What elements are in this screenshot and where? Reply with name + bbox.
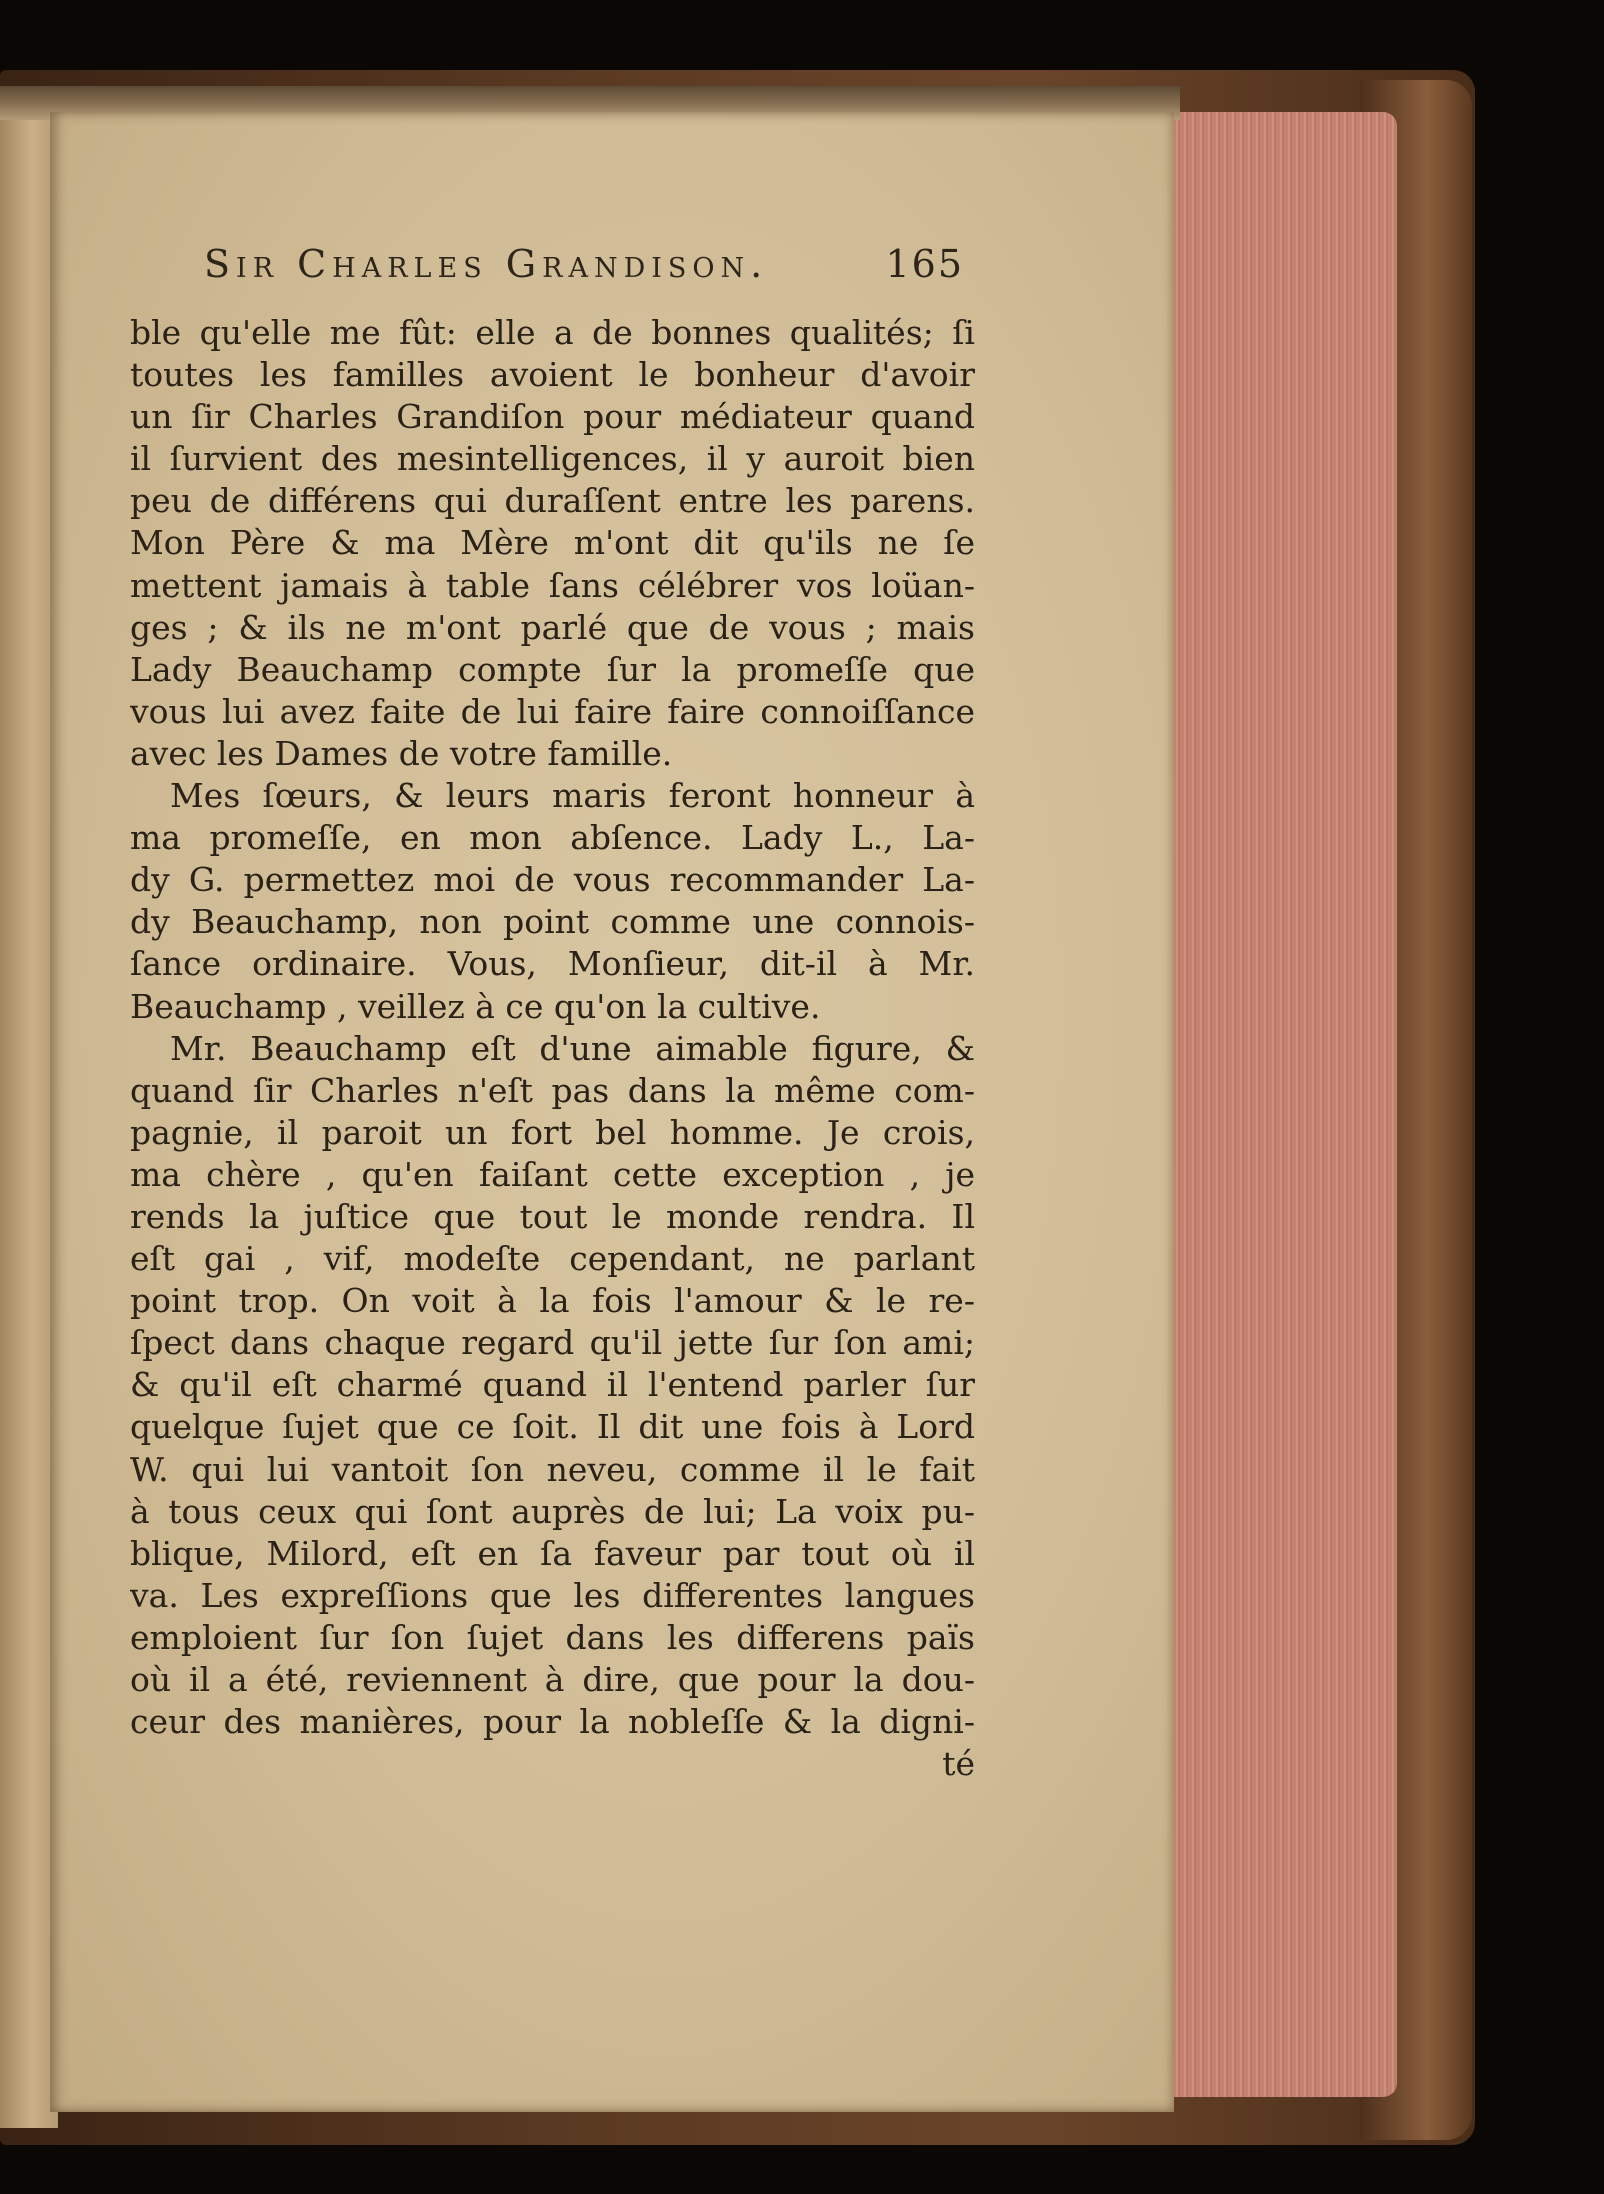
text-line: ma promeſſe, en mon abſence. Lady L., La- bbox=[130, 818, 975, 858]
text-line: & qu'il eſt charmé quand il l'entend parler ſur bbox=[130, 1365, 975, 1405]
text-line: ble qu'elle me fût: elle a de bonnes qualités; ſi bbox=[130, 313, 975, 352]
text-line: il ſurvient des mesintelligences, il y auroit bien bbox=[130, 439, 975, 479]
paragraph-start-line: Mes ſœurs, & leurs maris feront honneur à bbox=[170, 776, 975, 816]
text-line: quand ſir Charles n'eſt pas dans la même com- bbox=[130, 1070, 975, 1110]
text-line: dy G. permettez moi de vous recommander La- bbox=[130, 860, 975, 900]
paragraph-end-line: avec les Dames de votre famille. bbox=[130, 733, 673, 773]
text-line: eſt gai , vif, modeſte cependant, ne parlant bbox=[130, 1239, 975, 1279]
text-line: W. qui lui vantoit ſon neveu, comme il le fait bbox=[130, 1449, 975, 1489]
text-line: Mon Père & ma Mère m'ont dit qu'ils ne ſe bbox=[130, 523, 975, 563]
text-line: ſpect dans chaque regard qu'il jette ſur ſon ami; bbox=[130, 1323, 975, 1363]
text-line: à tous ceux qui ſont auprès de lui; La voix pu- bbox=[130, 1491, 975, 1531]
page-number: 165 bbox=[885, 242, 964, 286]
text-line: emploient ſur ſon ſujet dans les differens païs bbox=[130, 1617, 975, 1657]
text-line: un ſir Charles Grandiſon pour médiateur quand bbox=[130, 397, 975, 437]
text-line: toutes les familles avoient le bonheur d'avoir bbox=[130, 355, 975, 395]
text-line: pagnie, il paroit un fort bel homme. Je crois, bbox=[130, 1112, 975, 1152]
text-line: où il a été, reviennent à dire, que pour la dou- bbox=[130, 1660, 975, 1699]
catchword: té bbox=[942, 1744, 975, 1784]
text-line: rends la juſtice que tout le monde rendra. Il bbox=[130, 1196, 975, 1236]
text-line: quelque ſujet que ce ſoit. Il dit une fois à Lord bbox=[130, 1407, 975, 1447]
paragraph-start-line: Mr. Beauchamp eſt d'une aimable figure, & bbox=[170, 1028, 975, 1068]
running-head: Sir Charles Grandison. bbox=[204, 242, 769, 286]
text-line: blique, Milord, eſt en ſa faveur par tout où il bbox=[130, 1533, 975, 1573]
text-line: ſance ordinaire. Vous, Monſieur, dit-il à Mr. bbox=[130, 944, 975, 984]
text-line: ges ; & ils ne m'ont parlé que de vous ; mais bbox=[130, 607, 975, 647]
text-line: point trop. On voit à la fois l'amour & le re- bbox=[130, 1281, 975, 1321]
text-line: ceur des manières, pour la nobleſſe & la digni- bbox=[130, 1702, 975, 1742]
page-header bbox=[204, 242, 964, 302]
paragraph-end-line: Beauchamp , veillez à ce qu'on la cultive. bbox=[130, 986, 821, 1026]
text-line: ma chère , qu'en faiſant cette exception , je bbox=[130, 1154, 975, 1194]
text-line: vous lui avez faite de lui faire faire connoiſſance bbox=[130, 691, 975, 731]
body-text bbox=[130, 312, 975, 1785]
text-line: Lady Beauchamp compte ſur la promeſſe que bbox=[130, 649, 975, 689]
text-line: mettent jamais à table ſans célébrer vos loüan- bbox=[130, 565, 975, 605]
text-line: va. Les expreſſions que les differentes langues bbox=[130, 1575, 975, 1615]
text-line: dy Beauchamp, non point comme une connois- bbox=[130, 902, 975, 942]
text-line: peu de différens qui duraſſent entre les parens. bbox=[130, 481, 975, 521]
page-edges bbox=[1165, 112, 1397, 2097]
